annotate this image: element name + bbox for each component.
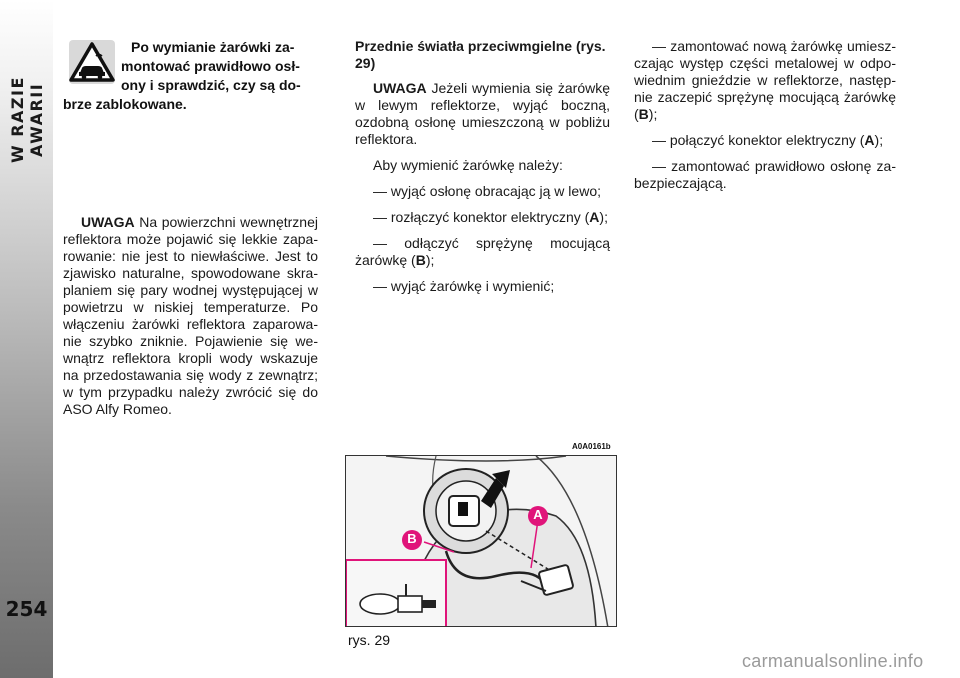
section-heading: Przednie światła przeciwmgielne (rys. 29) <box>355 38 606 71</box>
step-item: — wyjąć żarówkę i wymienić; <box>373 278 555 294</box>
step-item: — zamontować prawidłowo osłonę zabezpieczającą. <box>634 158 896 191</box>
step-item: — rozłączyć konektor elektryczny (A); <box>373 209 608 225</box>
instruction-intro: Aby wymienić żarówkę należy: <box>373 157 563 173</box>
figure-code: A0A0161b <box>572 442 611 451</box>
fog-light-figure <box>345 455 617 627</box>
note-label: UWAGA <box>81 214 135 230</box>
note-condensation <box>63 214 318 427</box>
warning-line-1: Po wymianie żarówki za- <box>131 39 295 55</box>
figure-label-b: B <box>407 531 417 546</box>
note-label: UWAGA <box>373 80 427 96</box>
section-title: W RAZIE AWARII <box>8 76 46 164</box>
warning-text <box>63 38 318 114</box>
column-steps-continued <box>634 38 896 201</box>
warning-line-2: montować prawidłowo osł- <box>121 58 300 74</box>
note-text: Jeżeli wymienia się żarówkę w lewym reflektorze, wyjąć boczną, ozdobną osłonę umieszczoną w pobliżu reflektora. <box>355 80 611 147</box>
step-item: — zamontować nową żarówkę umieszczając występ części metalowej w odpowiednim gnieździe w reflektorze, następnie zaczepić sprężynę mocującą żarówkę (B); <box>634 38 896 122</box>
figure-label-a: A <box>533 507 543 522</box>
figure-caption: rys. 29 <box>348 632 391 648</box>
step-item: — wyjąć osłonę obracając ją w lewo; <box>373 183 601 199</box>
step-item: — odłączyć sprężynę mocującą żarówkę (B); <box>355 235 610 268</box>
watermark: carmanualsonline.info <box>742 651 924 671</box>
warning-line-3: ony i sprawdzić, czy są do- <box>121 77 301 93</box>
sidebar-strip <box>0 0 53 678</box>
step-item: — połączyć konektor elektryczny (A); <box>652 132 884 148</box>
note-text: Na powierzchni wewnętrznej reflektora może pojawić się lekkie zaparowanie: nie jest to niewłaściwe. Jest to zjawisko naturalne, spowodowane skraplaniem się pary wodnej występującej w powietrzu w niskiej temperaturze. Po włączeniu żarówki reflektora zaparowanie szybko zniknie. Pojawienie się wewnątrz reflektora kropli wody wskazuje na przedostawania się wody z zewnątrz; w tym przypadku należy zwrócić się do ASO Alfy Romeo. <box>63 214 318 417</box>
column-fog-lights <box>355 38 610 304</box>
page-number: 254 <box>5 597 48 621</box>
warning-line-4: brze zablokowane. <box>63 96 187 112</box>
